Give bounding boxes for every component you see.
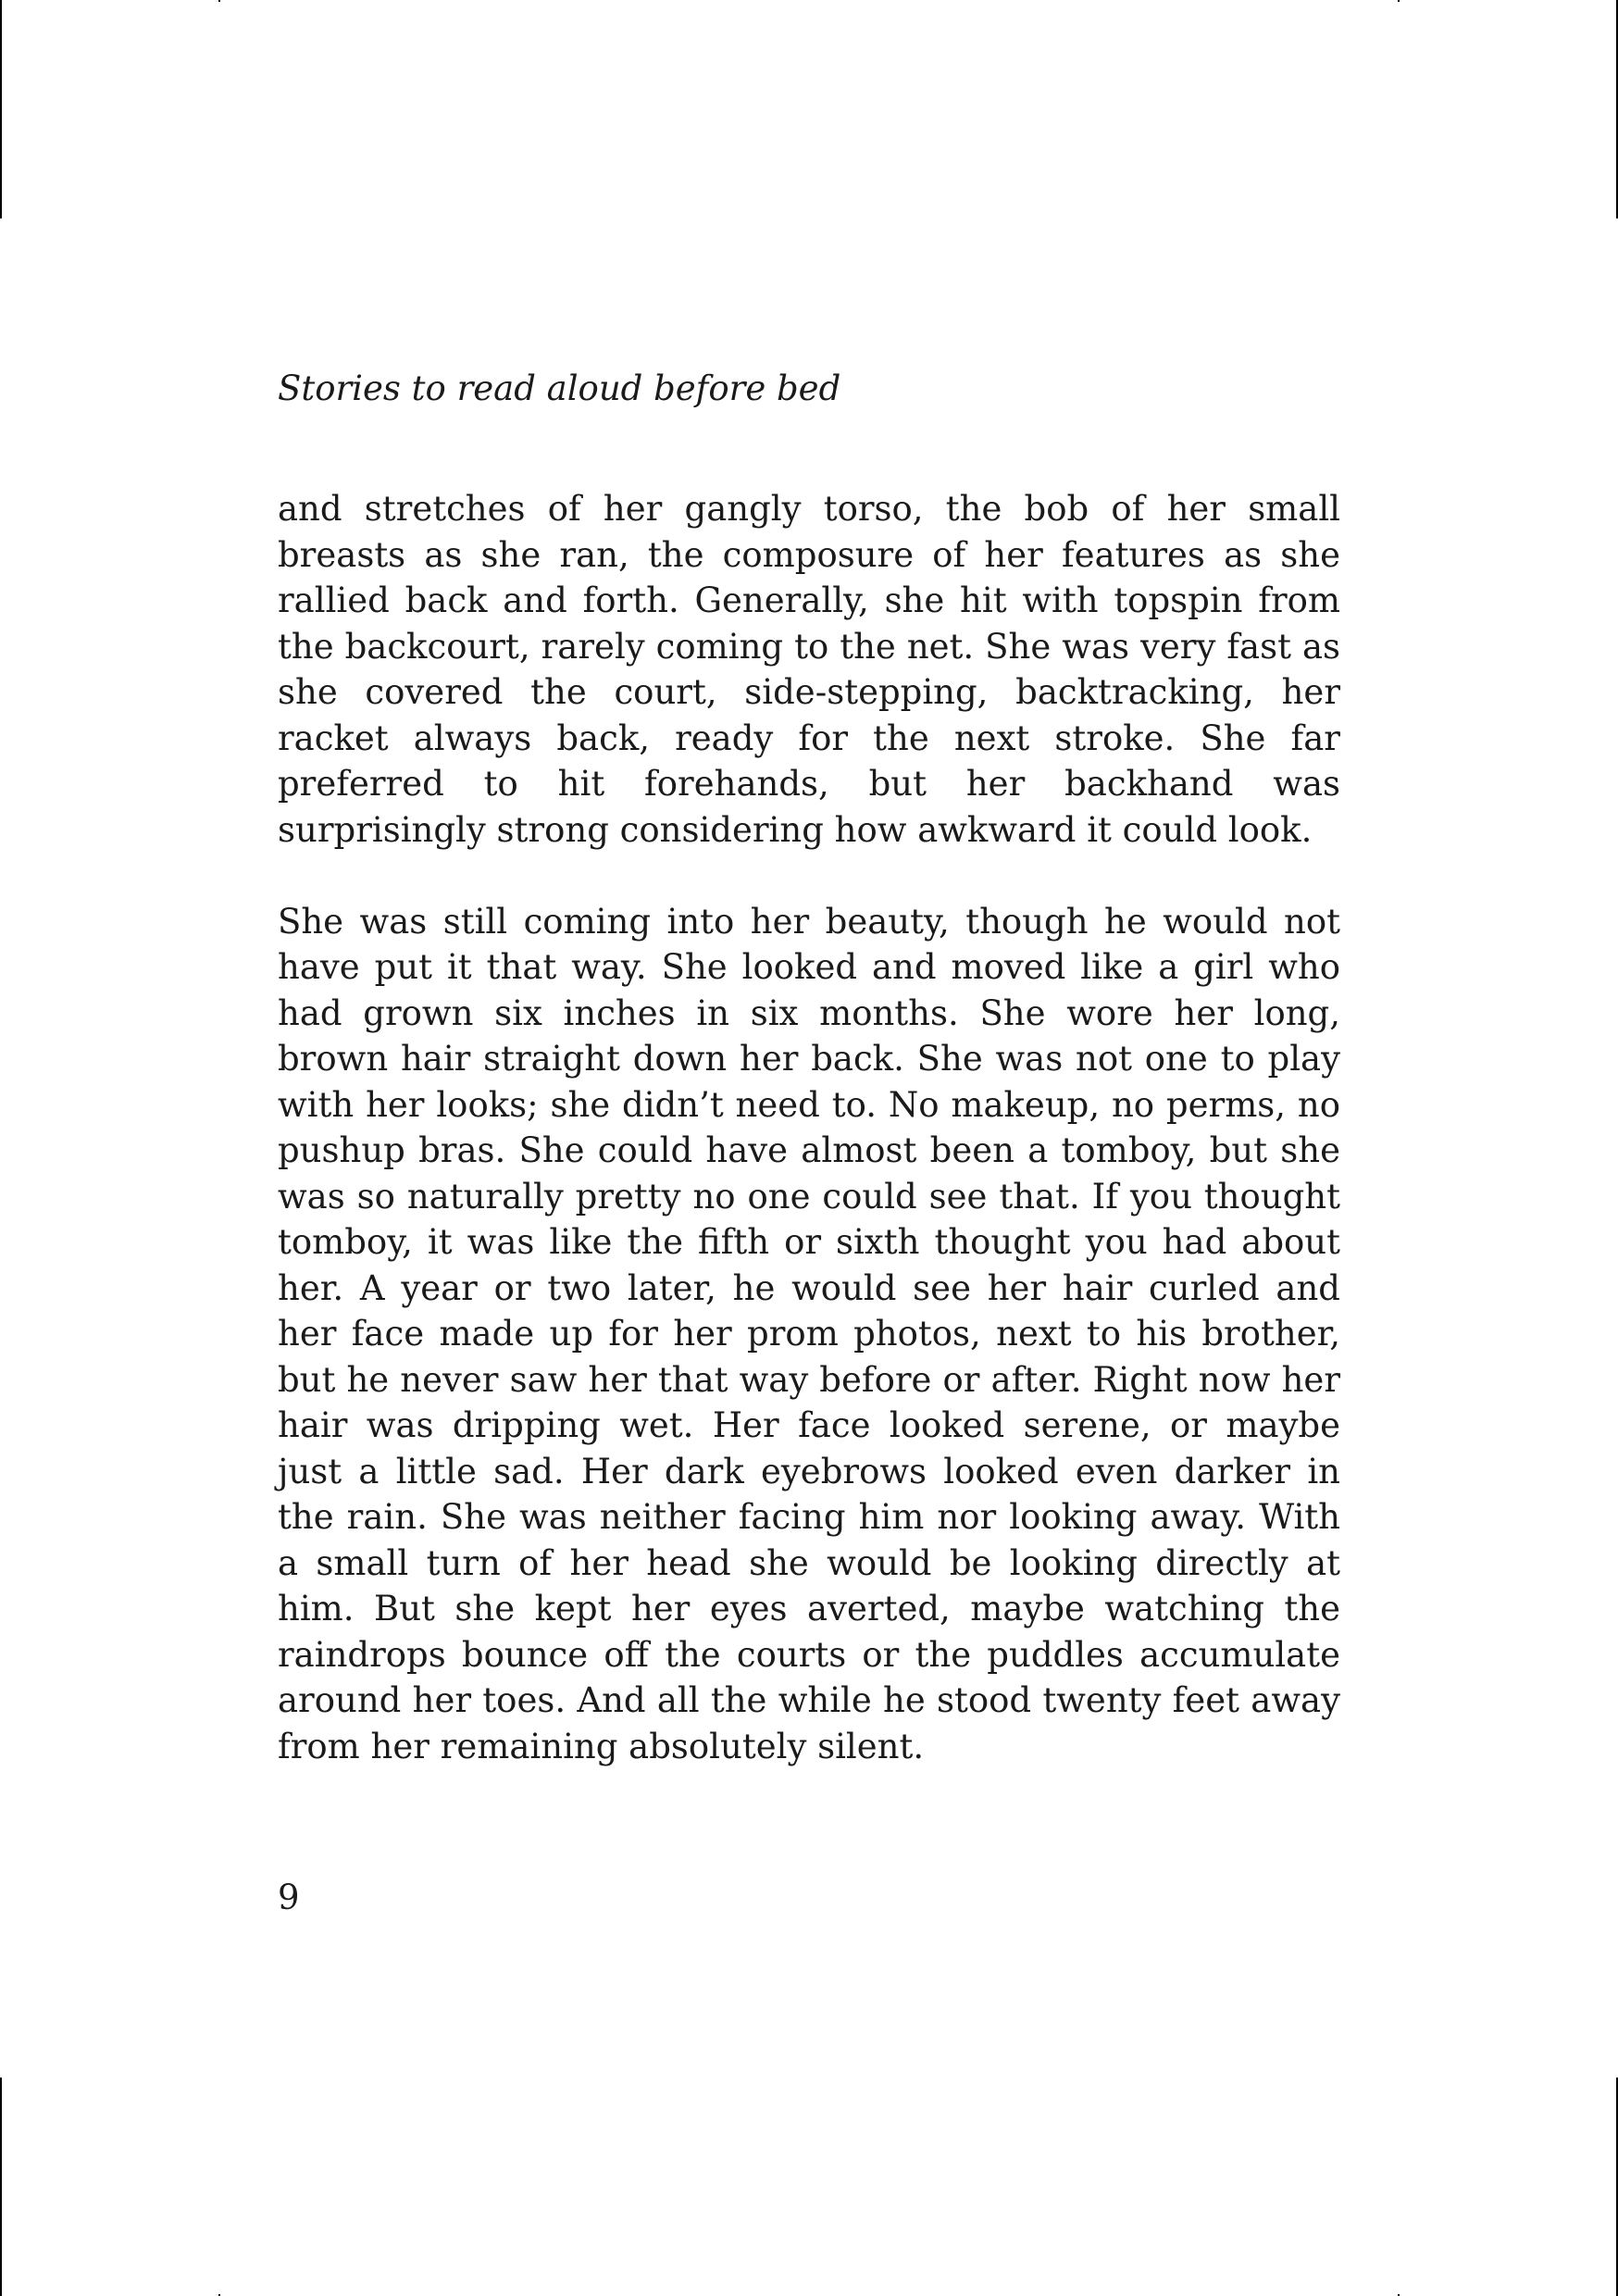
paragraph: and stretches of her gangly torso, the bob of her small breasts as she ran, the composure of her features as she rallied back and forth. Generally, she hit with topspin from the backcourt, rarely coming to the net. She was very fast as she covered the court, side-stepping, backtracking, her racket always back, ready for the next stroke. She far preferred to hit forehands, but her backhand was surprisingly strong considering how awkward it could look. bbox=[278, 489, 1340, 850]
body-text bbox=[278, 486, 1340, 1769]
crop-mark-bottom-left bbox=[0, 2078, 2, 2296]
crop-mark-top-left-short bbox=[0, 0, 2, 2]
page-number: 9 bbox=[278, 1878, 300, 1917]
paragraph: She was still coming into her beauty, though he would not have put it that way. She looked and moved like a girl who had grown six inches in six months. She wore her long, brown hair straight down her back. She was not one to play with her looks; she didn’t need to. No makeup, no perms, no pushup bras. She could have almost been a tomboy, but she was so naturally pretty no one could see that. If you thought tomboy, it was like the fifth or sixth thought you had about her. A year or two later, he would see her hair curled and her face made up for her prom photos, next to his brother, but he never saw her that way before or after. Right now her hair was dripping wet. Her face looked serene, or maybe just a little sad. Her dark eyebrows looked even darker in the rain. She was neither facing him nor looking away. With a small turn of her head she would be looking directly at him. But she kept her eyes averted, maybe watching the raindrops bounce off the courts or the puddles accumulate around her toes. And all the while he stood twenty feet away from her remaining absolutely silent. bbox=[278, 901, 1340, 1766]
running-header: Stories to read aloud before bed bbox=[278, 368, 841, 408]
crop-tick-top-left bbox=[218, 0, 220, 2]
crop-tick-top-right bbox=[1398, 0, 1400, 2]
crop-mark-top-left bbox=[0, 0, 2, 218]
